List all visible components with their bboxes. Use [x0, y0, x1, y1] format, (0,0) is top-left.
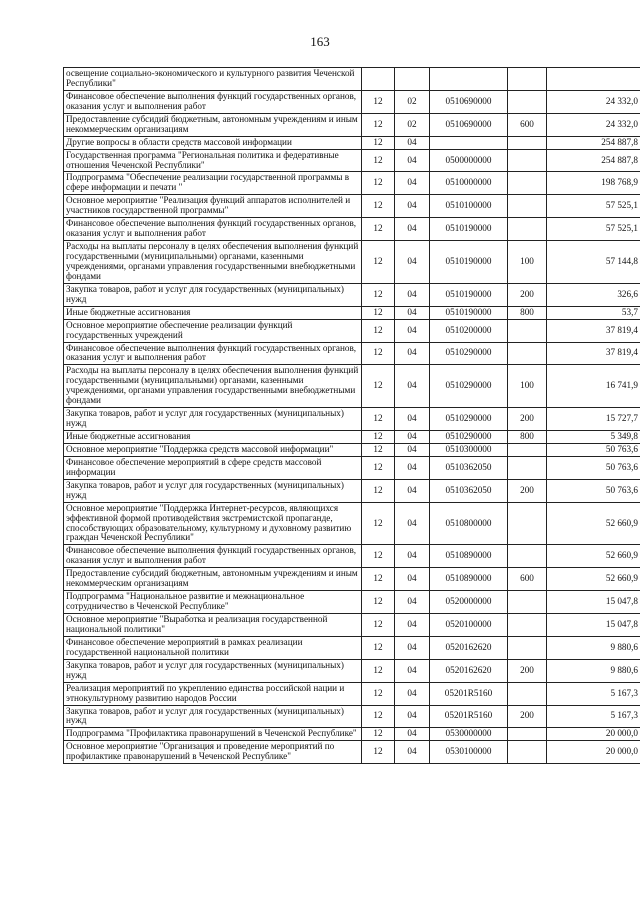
table-row [64, 136, 640, 149]
table-row [64, 705, 640, 728]
table-row [64, 90, 640, 113]
row-name: Финансовое обеспечение выполнения функций государственных органов, оказания услуг и выполнения работ [64, 342, 362, 365]
row-expense-type: 200 [508, 408, 547, 431]
row-section: 12 [362, 636, 395, 659]
row-subsection: 04 [395, 241, 430, 284]
table-row [64, 502, 640, 545]
row-name: Финансовое обеспечение выполнения функций государственных органов, оказания услуг и выполнения работ [64, 90, 362, 113]
row-subsection: 04 [395, 728, 430, 741]
row-subsection: 04 [395, 195, 430, 218]
row-amount: 16 741,9 [547, 365, 640, 408]
row-section: 12 [362, 568, 395, 591]
row-subsection: 04 [395, 136, 430, 149]
row-expense-type: 100 [508, 241, 547, 284]
row-target-article: 0520000000 [430, 591, 508, 614]
row-expense-type [508, 728, 547, 741]
row-section: 12 [362, 195, 395, 218]
table-row [64, 319, 640, 342]
row-expense-type: 800 [508, 306, 547, 319]
row-name: Иные бюджетные ассигнования [64, 431, 362, 444]
row-section: 12 [362, 408, 395, 431]
row-amount: 254 887,8 [547, 136, 640, 149]
row-target-article: 0510890000 [430, 545, 508, 568]
row-section: 12 [362, 728, 395, 741]
table-row [64, 614, 640, 637]
row-target-article [430, 136, 508, 149]
row-expense-type [508, 68, 547, 91]
row-amount: 37 819,4 [547, 319, 640, 342]
row-subsection: 04 [395, 365, 430, 408]
row-subsection: 04 [395, 149, 430, 172]
row-section: 12 [362, 479, 395, 502]
row-target-article: 0510190000 [430, 241, 508, 284]
table-row [64, 68, 640, 91]
row-section: 12 [362, 502, 395, 545]
row-name: Другие вопросы в области средств массовой информации [64, 136, 362, 149]
row-subsection: 04 [395, 568, 430, 591]
row-amount: 15 047,8 [547, 591, 640, 614]
page-number: 163 [310, 34, 330, 49]
row-amount: 57 144,8 [547, 241, 640, 284]
row-amount: 53,7 [547, 306, 640, 319]
row-subsection: 04 [395, 172, 430, 195]
row-amount: 57 525,1 [547, 195, 640, 218]
row-subsection: 04 [395, 705, 430, 728]
row-subsection: 04 [395, 443, 430, 456]
table-row [64, 479, 640, 502]
row-expense-type [508, 90, 547, 113]
row-name: Финансовое обеспечение мероприятий в сфере средств массовой информации [64, 456, 362, 479]
table-row [64, 456, 640, 479]
row-amount [547, 68, 640, 91]
row-section: 12 [362, 456, 395, 479]
row-section: 12 [362, 342, 395, 365]
row-target-article: 0530100000 [430, 741, 508, 764]
table-row [64, 241, 640, 284]
table-row [64, 172, 640, 195]
row-amount: 254 887,8 [547, 149, 640, 172]
table-row [64, 682, 640, 705]
row-name: Иные бюджетные ассигнования [64, 306, 362, 319]
row-name: Закупка товаров, работ и услуг для государственных (муниципальных) нужд [64, 408, 362, 431]
row-amount: 5 167,3 [547, 705, 640, 728]
row-target-article: 0510190000 [430, 218, 508, 241]
row-amount: 52 660,9 [547, 502, 640, 545]
row-expense-type [508, 456, 547, 479]
row-target-article: 0510190000 [430, 306, 508, 319]
row-target-article: 0510290000 [430, 365, 508, 408]
row-section: 12 [362, 614, 395, 637]
table-row [64, 149, 640, 172]
row-section: 12 [362, 705, 395, 728]
table-row [64, 443, 640, 456]
row-expense-type [508, 136, 547, 149]
row-expense-type [508, 502, 547, 545]
row-name: Предоставление субсидий бюджетным, автономным учреждениям и иным некоммерческим организациям [64, 568, 362, 591]
row-expense-type [508, 443, 547, 456]
row-name: Подпрограмма "Профилактика правонарушений в Чеченской Республике" [64, 728, 362, 741]
row-amount: 5 349,8 [547, 431, 640, 444]
row-amount: 52 660,9 [547, 545, 640, 568]
row-target-article: 0520100000 [430, 614, 508, 637]
row-subsection: 02 [395, 113, 430, 136]
row-amount: 37 819,4 [547, 342, 640, 365]
row-section [362, 68, 395, 91]
row-amount: 50 763,6 [547, 443, 640, 456]
row-amount: 52 660,9 [547, 568, 640, 591]
row-expense-type [508, 172, 547, 195]
row-name: Закупка товаров, работ и услуг для государственных (муниципальных) нужд [64, 705, 362, 728]
row-section: 12 [362, 241, 395, 284]
row-amount: 50 763,6 [547, 456, 640, 479]
row-name: освещение социально-экономического и культурного развития Чеченской Республики" [64, 68, 362, 91]
row-expense-type: 200 [508, 705, 547, 728]
row-section: 12 [362, 591, 395, 614]
row-target-article: 0510290000 [430, 431, 508, 444]
row-subsection: 04 [395, 479, 430, 502]
row-target-article: 0520162620 [430, 659, 508, 682]
row-target-article [430, 68, 508, 91]
row-amount: 57 525,1 [547, 218, 640, 241]
row-section: 12 [362, 306, 395, 319]
row-subsection: 04 [395, 283, 430, 306]
row-target-article: 0510290000 [430, 342, 508, 365]
table-row [64, 195, 640, 218]
table-row [64, 218, 640, 241]
row-expense-type [508, 342, 547, 365]
row-section: 12 [362, 545, 395, 568]
row-target-article: 0510300000 [430, 443, 508, 456]
row-name: Закупка товаров, работ и услуг для государственных (муниципальных) нужд [64, 283, 362, 306]
row-section: 12 [362, 136, 395, 149]
row-expense-type: 200 [508, 659, 547, 682]
row-expense-type: 800 [508, 431, 547, 444]
row-name: Финансовое обеспечение выполнения функций государственных органов, оказания услуг и выполнения работ [64, 545, 362, 568]
row-subsection: 04 [395, 636, 430, 659]
table-row [64, 113, 640, 136]
row-name: Подпрограмма "Обеспечение реализации государственной программы в сфере информации и печати " [64, 172, 362, 195]
row-expense-type [508, 195, 547, 218]
row-expense-type [508, 591, 547, 614]
row-target-article: 0510690000 [430, 90, 508, 113]
row-name: Расходы на выплаты персоналу в целях обеспечения выполнения функций государственными (муниципальными) органами, казенными учреждениями, органами управления государственными внебюджетными фондами [64, 365, 362, 408]
row-expense-type [508, 218, 547, 241]
row-name: Финансовое обеспечение мероприятий в рамках реализации государственной национальной политики [64, 636, 362, 659]
row-name: Основное мероприятие "Организация и проведение мероприятий по профилактике правонарушений в Чеченской Республике" [64, 741, 362, 764]
row-subsection: 04 [395, 545, 430, 568]
row-section: 12 [362, 113, 395, 136]
row-target-article: 0510690000 [430, 113, 508, 136]
table-row [64, 342, 640, 365]
row-target-article: 0510190000 [430, 283, 508, 306]
row-target-article: 0510800000 [430, 502, 508, 545]
row-expense-type [508, 545, 547, 568]
row-target-article: 05201R5160 [430, 682, 508, 705]
row-expense-type [508, 682, 547, 705]
row-expense-type: 600 [508, 568, 547, 591]
row-subsection: 04 [395, 614, 430, 637]
row-subsection: 04 [395, 306, 430, 319]
row-section: 12 [362, 90, 395, 113]
row-expense-type: 200 [508, 283, 547, 306]
row-amount: 5 167,3 [547, 682, 640, 705]
row-target-article: 0510000000 [430, 172, 508, 195]
row-amount: 9 880,6 [547, 636, 640, 659]
row-subsection: 04 [395, 456, 430, 479]
row-section: 12 [362, 741, 395, 764]
table-row [64, 591, 640, 614]
row-amount: 198 768,9 [547, 172, 640, 195]
row-amount: 24 332,0 [547, 90, 640, 113]
row-subsection: 04 [395, 408, 430, 431]
row-section: 12 [362, 659, 395, 682]
row-amount: 24 332,0 [547, 113, 640, 136]
row-section: 12 [362, 431, 395, 444]
row-subsection: 02 [395, 90, 430, 113]
row-name: Основное мероприятие "Реализация функций аппаратов исполнителей и участников государственной программы" [64, 195, 362, 218]
table-row [64, 431, 640, 444]
row-expense-type: 600 [508, 113, 547, 136]
row-name: Расходы на выплаты персоналу в целях обеспечения выполнения функций государственными (муниципальными) органами, казенными учреждениями, органами управления государственными внебюджетными фондами [64, 241, 362, 284]
row-subsection: 04 [395, 218, 430, 241]
table-row [64, 741, 640, 764]
row-name: Финансовое обеспечение выполнения функций государственных органов, оказания услуг и выполнения работ [64, 218, 362, 241]
row-name: Закупка товаров, работ и услуг для государственных (муниципальных) нужд [64, 479, 362, 502]
row-section: 12 [362, 149, 395, 172]
row-amount: 326,6 [547, 283, 640, 306]
row-name: Основное мероприятие "Поддержка средств массовой информации" [64, 443, 362, 456]
row-name: Подпрограмма "Национальное развитие и межнациональное сотрудничество в Чеченской Республике" [64, 591, 362, 614]
table-row [64, 728, 640, 741]
row-section: 12 [362, 682, 395, 705]
row-expense-type [508, 636, 547, 659]
table-row [64, 636, 640, 659]
table-row [64, 365, 640, 408]
row-subsection [395, 68, 430, 91]
row-subsection: 04 [395, 342, 430, 365]
row-name: Основное мероприятие "Поддержка Интернет-ресурсов, являющихся эффективной формой противодействия экстремистской пропаганде, способствующих образовательному, культурному и духовному развитию граждан Чеченской Республики" [64, 502, 362, 545]
row-expense-type [508, 319, 547, 342]
row-target-article: 0520162620 [430, 636, 508, 659]
table-row [64, 568, 640, 591]
row-expense-type [508, 614, 547, 637]
row-section: 12 [362, 319, 395, 342]
row-expense-type: 100 [508, 365, 547, 408]
table-row [64, 545, 640, 568]
row-target-article: 05201R5160 [430, 705, 508, 728]
row-subsection: 04 [395, 741, 430, 764]
row-subsection: 04 [395, 319, 430, 342]
row-section: 12 [362, 172, 395, 195]
table-row [64, 408, 640, 431]
row-amount: 50 763,6 [547, 479, 640, 502]
row-subsection: 04 [395, 591, 430, 614]
row-section: 12 [362, 283, 395, 306]
table-row [64, 659, 640, 682]
row-target-article: 0530000000 [430, 728, 508, 741]
row-subsection: 04 [395, 502, 430, 545]
row-name: Реализация мероприятий по укреплению единства российской нации и этнокультурному развитию народов России [64, 682, 362, 705]
row-target-article: 0510362050 [430, 456, 508, 479]
row-expense-type: 200 [508, 479, 547, 502]
row-target-article: 0500000000 [430, 149, 508, 172]
row-target-article: 0510290000 [430, 408, 508, 431]
row-expense-type [508, 149, 547, 172]
row-subsection: 04 [395, 682, 430, 705]
row-target-article: 0510100000 [430, 195, 508, 218]
row-section: 12 [362, 443, 395, 456]
row-target-article: 0510200000 [430, 319, 508, 342]
row-amount: 9 880,6 [547, 659, 640, 682]
row-section: 12 [362, 365, 395, 408]
row-subsection: 04 [395, 659, 430, 682]
row-name: Основное мероприятие обеспечение реализации функций государственных учреждений [64, 319, 362, 342]
row-name: Предоставление субсидий бюджетным, автономным учреждениям и иным некоммерческим организациям [64, 113, 362, 136]
row-section: 12 [362, 218, 395, 241]
row-target-article: 0510890000 [430, 568, 508, 591]
row-name: Закупка товаров, работ и услуг для государственных (муниципальных) нужд [64, 659, 362, 682]
table-row [64, 283, 640, 306]
row-amount: 20 000,0 [547, 741, 640, 764]
row-name: Государственная программа "Региональная политика и федеративные отношения Чеченской Республики" [64, 149, 362, 172]
table-row [64, 306, 640, 319]
budget-table-body [64, 68, 640, 764]
row-amount: 20 000,0 [547, 728, 640, 741]
row-amount: 15 727,7 [547, 408, 640, 431]
row-subsection: 04 [395, 431, 430, 444]
row-name: Основное мероприятие "Выработка и реализация государственной национальной политики" [64, 614, 362, 637]
budget-table [63, 67, 640, 764]
row-target-article: 0510362050 [430, 479, 508, 502]
row-amount: 15 047,8 [547, 614, 640, 637]
row-expense-type [508, 741, 547, 764]
